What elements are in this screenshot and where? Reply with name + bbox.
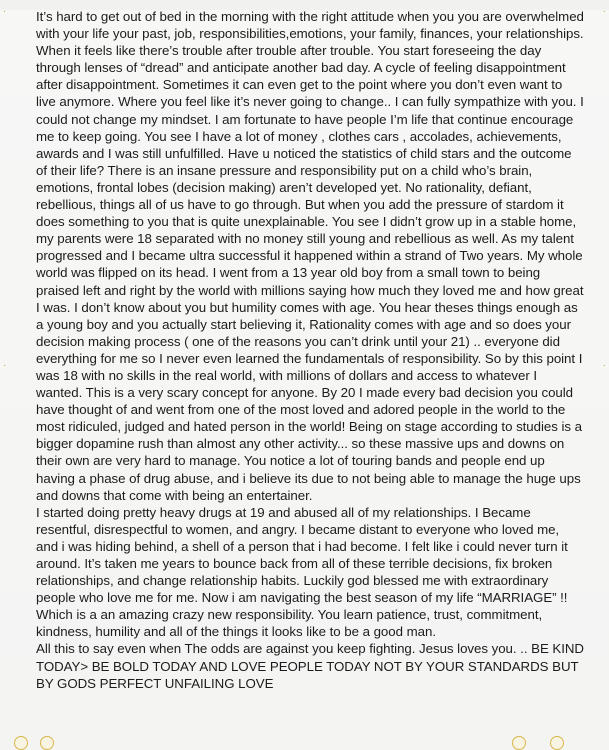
scroll-edge-mark-icon: ·: [3, 6, 7, 17]
add-icon[interactable]: [512, 736, 526, 750]
markup-icon[interactable]: [14, 736, 28, 750]
scroll-edge-mark-icon: ·: [602, 360, 606, 371]
note-text-area[interactable]: [36, 8, 584, 692]
note-paragraph-3: All this to say even when The odds are against you keep fighting. Jesus loves you. .. BE KIND TODAY> BE BOLD TODAY AND LOVE PEOPLE TODAY NOT BY YOUR STANDARDS BUT BY GODS PERFECT UNFAILING LOVE: [36, 641, 584, 691]
scroll-edge-mark-icon: ·: [602, 6, 606, 17]
note-paragraph-1: It’s hard to get out of bed in the morning with the right attitude when you you are overwhelmed with your life your past, job, responsibilities,emotions, your family, finances, your relationships. When it feels like there’s trouble after trouble after trouble. You start foreseeing the day through lenses of “dread” and anticipate another bad day. A cycle of feeling disappointment after disappointment. Sometimes it can even get to the point where you don’t even want to live anymore. Where you feel like it’s never going to change.. I can fully sympathize with you. I could not change my mindset. I am fortunate to have people I’m life that continue encourage me to keep going. You see I have a lot of money , clothes cars , accolades, achievements, awards and I was still unfulfilled. Have u noticed the statistics of child stars and the outcome of their life? There is an insane pressure and responsibility put on a child who’s brain, emotions, frontal lobes (decision making) aren’t developed yet. No rationality, defiant, rebellious, things all of us have to go through. But when you add the pressure of stardom it does something to you that is quite unexplainable. You see I didn’t grow up in a stable home, my parents were 18 separated with no money still young and rebellious as well. As my talent progressed and I became ultra successful it happened within a strand of Two years. My whole world was flipped on its head. I went from a 13 year old boy from a small town to being praised left and right by the world with millions saying how much they loved me and how great I was. I don’t know about you but humility comes with age. You hear theses things enough as a young boy and you actually start believing it, Rationality comes with age and so does your decision making process ( one of the reasons you can’t drink until your 21) .. everyone did everything for me so I never even learned the fundamentals of responsibility. So by this point I was 18 with no skills in the real world, with millions of dollars and access to whatever I wanted. This is a very scary concept for anyone. By 20 I made every bad decision you could have thought of and went from one of the most loved and adored people in the world to the most ridiculed, judged and hated person in the world! Being on stage according to studies is a bigger dopamine rush than almost any other activity... so these massive ups and downs on their own are very hard to manage. You notice a lot of touring bands and people end up having a phase of drug abuse, and i believe its due to not being able to manage the huge ups and downs that come with being an entertainer.: [36, 9, 584, 503]
note-paragraph-2: I started doing pretty heavy drugs at 19 and abused all of my relationships. I Became resentful, disrespectful to women, and angry. I became distant to everyone who loved me, and i was hiding behind, a shell of a person that i had become. I felt like i could never turn it around. It’s taken me years to bounce back from all of these terrible decisions, fix broken relationships, and change relationship habits. Luckily god blessed me with extraordinary people who love me for me. Now i am navigating the best season of my life “MARRIAGE” !! Which is a an amazing crazy new responsibility. You learn patience, trust, commitment, kindness, humility and all of the things it looks like to be a good man.: [36, 504, 568, 640]
bottom-toolbar: [0, 734, 609, 750]
share-icon[interactable]: [40, 736, 54, 750]
compose-icon[interactable]: [550, 736, 564, 750]
scroll-edge-mark-icon: ·: [3, 360, 7, 371]
